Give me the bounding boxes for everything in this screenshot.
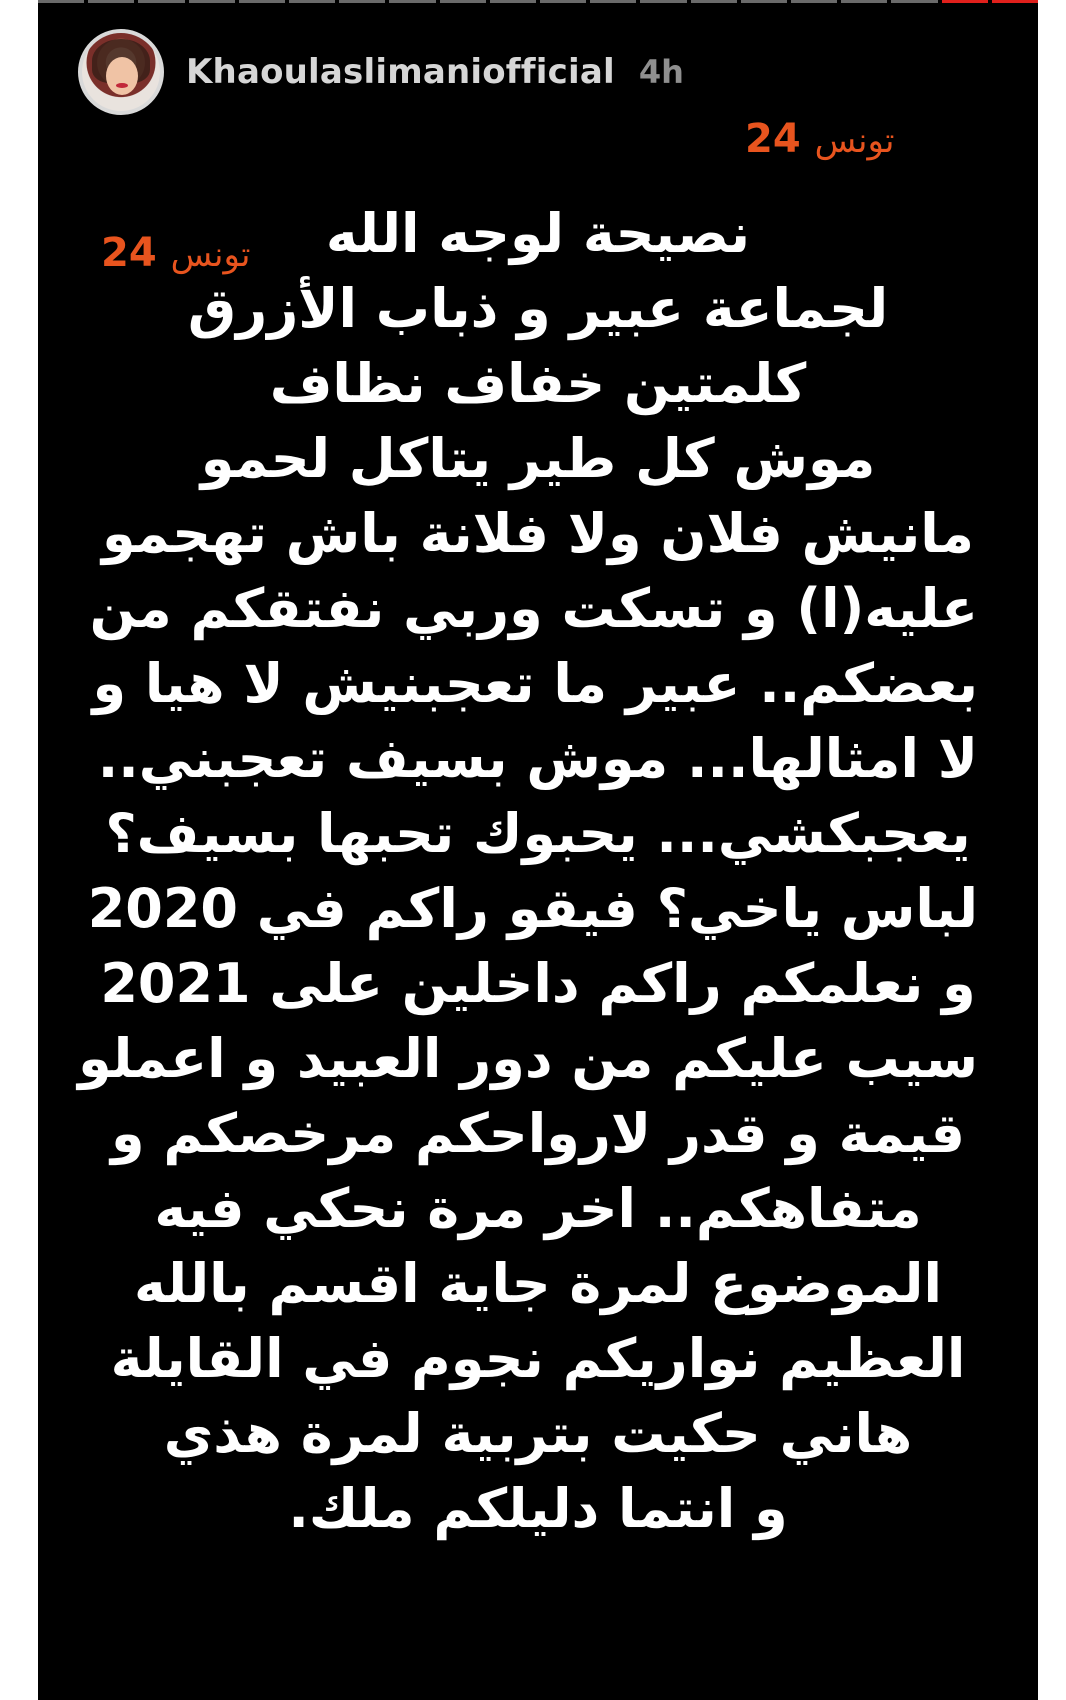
- story-progress-segment: [891, 0, 937, 3]
- message-line: و نعلمكم راكم داخلين على 2021: [100, 952, 976, 1015]
- story-header: [78, 26, 684, 118]
- story-progress-segment: [490, 0, 536, 3]
- story-progress-segment: [791, 0, 837, 3]
- watermark-number: 24: [745, 116, 801, 162]
- message-line: موش كل طير يتاكل لحمو: [200, 427, 876, 490]
- watermark-word: تونس: [814, 121, 895, 161]
- story-progress-segment: [640, 0, 686, 3]
- story-progress-bar: [38, 0, 1038, 4]
- story-progress-segment: [540, 0, 586, 3]
- story-timestamp: 4h: [638, 53, 684, 91]
- message-line: قيمة و قدر لارواحكم مرخصكم و: [110, 1102, 966, 1165]
- avatar-lips: [116, 83, 128, 88]
- message-line: متفاهكم.. اخر مرة نحكي فيه: [154, 1177, 922, 1240]
- story-progress-segment: [741, 0, 787, 3]
- message-line: الموضوع لمرة جاية اقسم بالله: [134, 1252, 942, 1315]
- story-progress-segment: [389, 0, 435, 3]
- message-line: سيب عليكم من دور العبيد و اعملو: [78, 1027, 978, 1090]
- story-progress-segment: [189, 0, 235, 3]
- story-progress-segment: [88, 0, 134, 3]
- message-line: كلمتين خفاف نظاف: [269, 352, 807, 415]
- message-line: عليه(ا) و تسكت وربي نفتقكم من: [89, 577, 978, 640]
- story-message: [78, 196, 978, 1546]
- username-link[interactable]: Khaoulaslimaniofficial: [186, 52, 615, 92]
- story-progress-segment: [440, 0, 486, 3]
- story-progress-segment: [138, 0, 184, 3]
- watermark-number: 24: [101, 230, 157, 276]
- story-progress-segment: [992, 0, 1038, 3]
- message-line: لا امثالها... موش بسيف تعجبني..: [97, 727, 978, 790]
- message-line: لباس ياخي؟ فيقو راكم في 2020: [87, 877, 978, 940]
- message-line: هاني حكيت بتربية لمرة هذي: [163, 1402, 913, 1465]
- message-line: لجماعة عبير و ذباب الأزرق: [187, 277, 889, 340]
- story-progress-segment: [942, 0, 988, 3]
- avatar-face: [106, 57, 138, 95]
- message-line: العظيم نواريكم نجوم في القايلة: [110, 1327, 966, 1390]
- message-line: يعجبكشي... يحبوك تحبها بسيف؟: [105, 802, 971, 865]
- story-progress-segment: [339, 0, 385, 3]
- story-progress-segment: [239, 0, 285, 3]
- message-line: بعضكم.. عبير ما تعجبنيش لا هيا و: [92, 652, 978, 715]
- message-line: و انتما دليلكم ملك.: [288, 1477, 788, 1540]
- story-progress-segment: [289, 0, 335, 3]
- story-progress-segment: [691, 0, 737, 3]
- story-viewer[interactable]: [38, 0, 1038, 1700]
- message-line: مانيش فلان ولا فلانة باش تهجمو: [102, 502, 974, 565]
- story-progress-segment: [841, 0, 887, 3]
- story-progress-segment: [38, 0, 84, 3]
- message-line: نصيحة لوجه الله: [325, 202, 751, 265]
- watermark-word: تونس: [170, 235, 251, 275]
- story-progress-segment: [590, 0, 636, 3]
- watermark-top: [745, 116, 895, 162]
- avatar[interactable]: [78, 29, 164, 115]
